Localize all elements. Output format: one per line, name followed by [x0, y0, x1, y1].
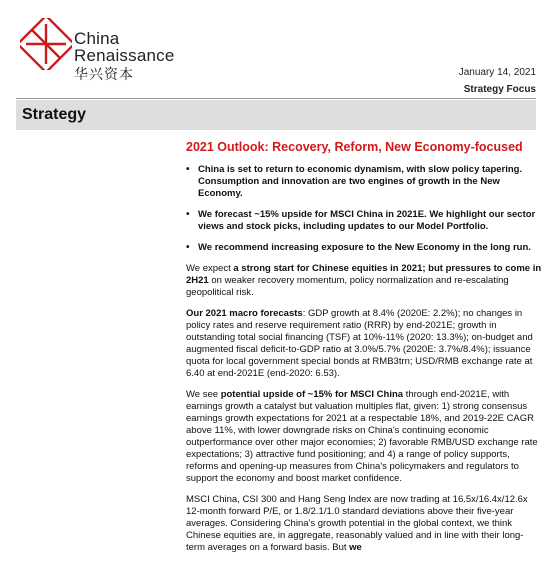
key-point-text: We recommend increasing exposure to the New Economy in the long run. — [198, 242, 531, 253]
text-run-bold: potential upside of ~15% for MSCI China — [220, 389, 404, 400]
paragraph-valuation — [186, 494, 542, 554]
key-point — [186, 242, 542, 254]
text-run: on weaker recovery momentum, policy normalization and re-escalating geopolitical risk. — [186, 275, 509, 298]
key-point-text: We forecast ~15% upside for MSCI China in 2021E. We highlight our sector views and stock picks, including updates to our Model Portfolio. — [198, 209, 536, 232]
key-points-list — [186, 164, 542, 254]
text-run-bold: we — [349, 542, 362, 553]
paragraph-macro-forecasts — [186, 308, 542, 380]
bullet-icon: • — [186, 242, 190, 253]
bullet-icon: • — [186, 209, 190, 220]
bullet-icon: • — [186, 164, 190, 175]
text-run: We expect — [186, 263, 234, 274]
report-date: January 14, 2021 — [458, 67, 536, 78]
header-divider — [16, 98, 536, 99]
text-run-bold: a strong start for Chinese equities in 2021; but pressures to come in 2H21 — [186, 263, 542, 286]
section-title: Strategy — [22, 106, 87, 123]
article-body — [186, 140, 542, 563]
section-banner — [16, 100, 536, 130]
key-point — [186, 164, 542, 200]
text-run: through end-2021E, with earnings growth a catalyst but valuation multiples flat, given: 1) strong consensus earnings growth expectations for 2021 at a respectable 18%, and 2019-22E CAGR above 11%, with lower downgrade risks on China's continuing economic outperformance over other major economies; 2) favorable RMB/USD exchange rate expectations; 3) attractive fund positioning; and 4) a range of policy supports, reforms and opening-up measures from China's policymakers and regulators to support the economy and boost market confidence. — [186, 389, 538, 484]
paragraph-outlook — [186, 263, 542, 299]
brand-name-en-line2: Renaissance — [74, 46, 175, 65]
paragraph-msci-upside — [186, 389, 542, 485]
text-run: MSCI China, CSI 300 and Hang Seng Index are now trading at 16.5x/16.4x/12.6x 12-month forward P/E, or 1.8/2.1/1.0 standard deviations above their five-year averages. Considering China's growth potential in the global context, we think Chinese equities are, in aggregate, reasonably valued and in line with their long-term averages on a forward basis. But — [186, 494, 528, 553]
brand-name-zh: 华兴资本 — [74, 66, 134, 82]
report-type: Strategy Focus — [463, 84, 536, 95]
text-run: : GDP growth at 8.4% (2020E: 2.2%); no changes in policy rates and reserve requirement ratio (RRR) by end-2021E; growth in outstanding total social financing (TSF) at 10%-11% (2020: 13.3%); on-budget and augmented fiscal deficit-to-GDP ratio at 3.0%/5.7% (2020E: 3.7%/8.4%); issuance quota for local government special bonds at RMB3trn; USD/RMB exchange rate at 6.40 at end-2021E (end-2020: 6.53). — [186, 308, 533, 379]
brand-name — [74, 30, 174, 82]
article-headline: 2021 Outlook: Recovery, Reform, New Economy-focused — [186, 140, 523, 154]
brand-name-en-line1: China — [74, 29, 120, 48]
text-run-bold: Our 2021 macro forecasts — [186, 308, 303, 319]
china-renaissance-logo-icon — [20, 18, 72, 70]
key-point — [186, 209, 542, 233]
text-run: We see — [186, 389, 221, 400]
key-point-text: China is set to return to economic dynamism, with slow policy tapering. Consumption and innovation are two engines of growth in the New Economy. — [198, 164, 523, 199]
